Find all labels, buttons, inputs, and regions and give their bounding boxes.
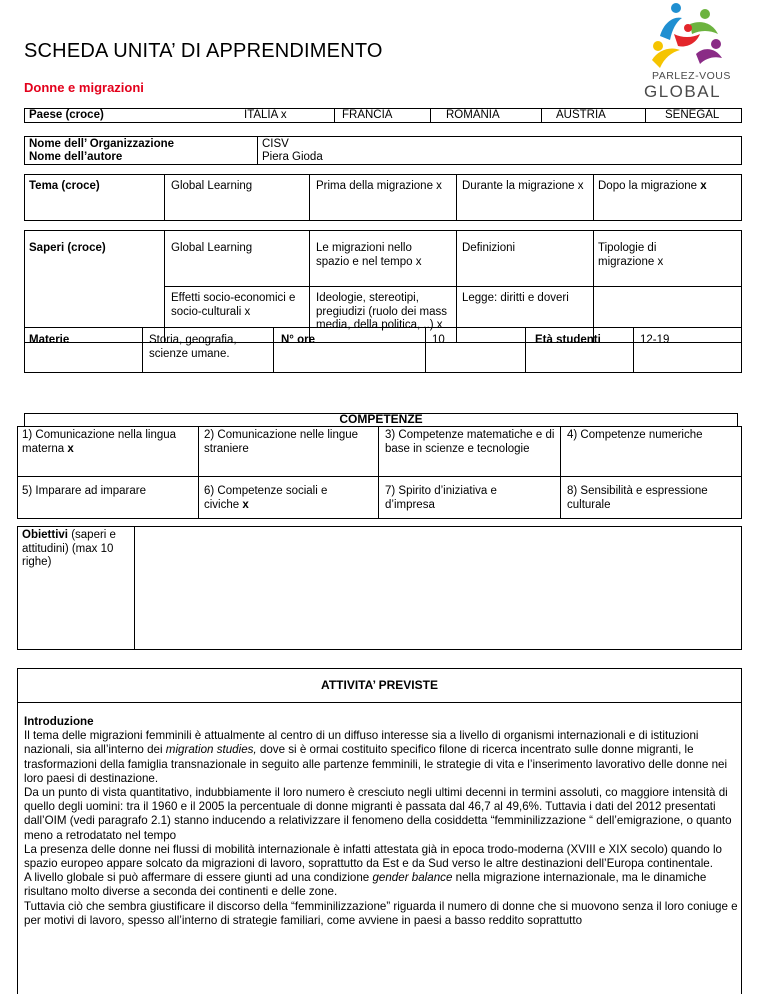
organization-table	[24, 136, 742, 165]
country-label: Paese (croce)	[29, 109, 104, 121]
competenze-title-row	[24, 413, 738, 426]
tema-label: Tema (croce)	[29, 180, 100, 192]
eta-value: 12-19	[640, 334, 670, 346]
saperi-tipologie: Tipologie di migrazione x	[598, 242, 664, 268]
competenza-5: 5) Imparare ad imparare	[22, 485, 146, 497]
competenze-table	[17, 426, 742, 519]
author-label: Nome dell’autore	[29, 151, 123, 163]
saperi-legge: Legge: diritti e doveri	[462, 292, 569, 304]
competenza-4: 4) Competenze numeriche	[567, 429, 703, 441]
country-option-italia: ITALIA x	[244, 109, 287, 121]
country-option-romania: ROMANIA	[446, 109, 500, 121]
tema-dopo: Dopo la migrazione x	[598, 180, 707, 192]
country-option-senegal: SENEGAL	[665, 109, 720, 121]
country-option-austria: AUSTRIA	[556, 109, 606, 121]
eta-label: Età studenti	[535, 334, 601, 346]
logo-line1: PARLEZ-VOUS	[652, 70, 731, 82]
country-table	[24, 108, 742, 123]
materie-label: Materie	[29, 334, 70, 346]
author-value: Piera Gioda	[262, 151, 323, 163]
organization-label: Nome dell’ Organizzazione	[29, 138, 175, 150]
obiettivi-label: Obiettivi (saperi e attitudini) (max 10 righe)	[22, 529, 116, 568]
tema-durante: Durante la migrazione x	[462, 180, 584, 192]
intro-paragraph-3: La presenza delle donne nei flussi di mobilità internazionale è infatti attestata già in epoca trodo-moderna (XVIII e XIX secolo) quando lo spazio europeo appare solcato da migrazioni di lavoro, soprattutto da Est e da Sud verso le altre destinazioni dell’Europa continentale.	[24, 842, 722, 871]
competenza-7: 7) Spirito d’iniziativa e d’impresa	[385, 485, 497, 511]
materie-table	[24, 327, 742, 373]
intro-heading: Introduzione	[24, 715, 94, 728]
intro-paragraph-5: Tuttavia ciò che sembra giustificare il discorso della “femminilizzazione” riguarda il numero di donne che si muovono senza il loro coniuge e per motivi di lavoro, spesso all’interno di strategie familiari, come avviene in paesi a basso reddito soprattutto	[24, 899, 738, 927]
tema-table	[24, 174, 742, 221]
page-subtitle: Donne e migrazioni	[24, 80, 144, 95]
saperi-spazio-tempo: Le migrazioni nello spazio e nel tempo x	[316, 242, 422, 268]
ore-value: 10	[432, 334, 445, 346]
page-title: SCHEDA UNITA’ DI APPRENDIMENTO	[24, 40, 383, 62]
competenze-title: COMPETENZE	[339, 412, 423, 426]
saperi-definizioni: Definizioni	[462, 242, 516, 254]
attivita-title: ATTIVITA’ PREVISTE	[321, 678, 438, 692]
saperi-effetti: Effetti socio-economici e socio-culturali x	[171, 292, 296, 318]
saperi-global-learning: Global Learning	[171, 242, 253, 254]
logo-line2: GLOBAL	[644, 82, 722, 101]
intro-paragraph-1: Il tema delle migrazioni femminili è attualmente al centro di un diffuso interesse sia a livello di organismi internazionali e di istituzioni nazionali, sia all’interno dei migration studies, dove si è ormai costituito specifico filone di ricerca incentrato sulle donne migranti, le trasformazioni della famiglia transnazionale in seguito alle partenze femminili, le strategie di vita e l’inserimento lavorativo delle donne nei loro paesi di destinazione.	[24, 729, 728, 785]
ore-label: N° ore	[281, 334, 315, 346]
tema-global-learning: Global Learning	[171, 180, 253, 192]
parlez-vous-global-logo	[630, 0, 750, 100]
competenza-6: 6) Competenze sociali e civiche x	[204, 485, 328, 511]
organization-value: CISV	[262, 138, 289, 150]
saperi-label: Saperi (croce)	[29, 242, 106, 254]
intro-paragraph-2: Da un punto di vista quantitativo, indubbiamente il loro numero è cresciuto negli ultimi decenni in termini assoluti, co maggiore intensità di quello degli uomini: tra il 1960 e il 2005 la percentuale di donne migranti è passata dal 46,7 al 49,6%. Tuttavia i dati del 2012 presentati dall’OIM (vedi paragrafo 2.1) stanno inducendo a relativizzare il fenomeno della cosiddetta “femminilizzazione “ dell’emigrazione, o quanto meno a retrodatato nel tempo	[24, 786, 732, 842]
competenza-1: 1) Comunicazione nella lingua materna x	[22, 429, 177, 455]
attivita-title-box	[17, 668, 742, 702]
intro-paragraph-4: A livello globale si può affermare di essere giunti ad una condizione gender balance nella migrazione internazionale, ma le dinamiche risultano molto diverse a seconda dei continenti e delle zone.	[24, 871, 707, 899]
competenza-8: 8) Sensibilità e espressione culturale	[567, 485, 708, 511]
obiettivi-box	[17, 526, 742, 650]
materie-value: Storia, geografia, scienze umane.	[149, 334, 237, 360]
intro-text	[24, 715, 746, 928]
country-option-francia: FRANCIA	[342, 109, 393, 121]
competenza-2: 2) Comunicazione nelle lingue straniere	[204, 429, 359, 455]
competenza-3: 3) Competenze matematiche e di base in scienze e tecnologie	[385, 429, 555, 455]
tema-prima: Prima della migrazione x	[316, 180, 442, 192]
saperi-ideologie: Ideologie, stereotipi, pregiudizi (ruolo dei mass media, della politica, ..) x	[316, 292, 448, 331]
